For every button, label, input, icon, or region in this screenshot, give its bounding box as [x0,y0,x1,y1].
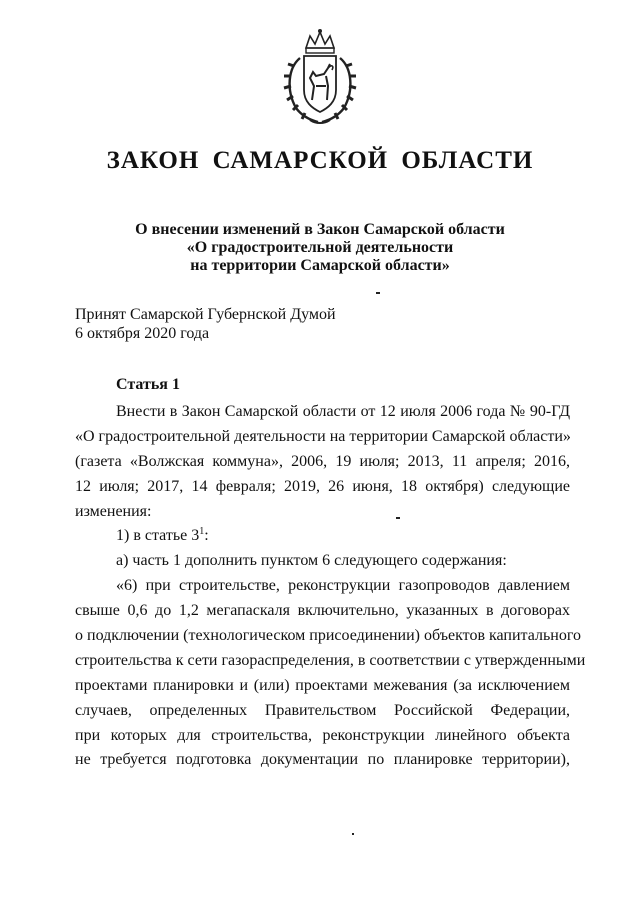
body-line: «6) при строительстве, реконструкции газопроводов давлением [116,577,570,595]
body-line: случаев, определенных Правительством Российской Федерации, [75,701,570,719]
body-line: 12 июля; 2017, 14 февраля; 2019, 26 июня, 18 октября) следующие [75,477,570,495]
article-body [75,400,586,773]
body-line: при которых для строительства, реконструкции линейного объекта [75,726,570,744]
body-line: «О градостроительной деятельности на территории Самарской области» [75,427,571,445]
subtitle-line: «О градостроительной деятельности [186,239,454,256]
adoption-info [75,305,336,343]
body-line: изменения: [75,502,152,520]
body-line: строительства к сети газораспределения, в соответствии с утвержденными [75,651,586,669]
body-line-with-superscript [75,524,570,549]
subtitle-line: на территории Самарской области» [190,257,450,274]
law-title: ЗАКОН САМАРСКОЙ ОБЛАСТИ [106,147,534,174]
body-line: о подключении (технологическом присоединении) объектов капитального [75,627,581,645]
law-subtitle [60,221,580,275]
body-line-text: 1) в статье 3 [116,527,200,545]
body-line: проектами планировки и (или) проектами межевания (за исключением [75,676,570,694]
body-line: Внести в Закон Самарской области от 12 июля 2006 года № 90-ГД [116,403,570,420]
scan-speck [376,292,380,294]
body-line: свыше 0,6 до 1,2 мегапаскаля включительно, указанных в договорах [75,602,570,620]
body-line: не требуется подготовка документации по планировке территории), [75,751,570,769]
body-line: а) часть 1 дополнить пунктом 6 следующего содержания: [116,552,507,570]
body-line-colon: : [204,527,209,545]
adoption-body: Принят Самарской Губернской Думой [75,306,336,323]
article-heading: Статья 1 [116,376,180,393]
scan-speck [352,833,354,835]
superscript: 1 [199,526,205,538]
body-line: (газета «Волжская коммуна», 2006, 19 июля; 2013, 11 апреля; 2016, [75,452,570,470]
scan-speck [396,517,400,519]
coat-of-arms-emblem [280,28,360,126]
adoption-date: 6 октября 2020 года [75,325,210,342]
subtitle-line: О внесении изменений в Закон Самарской области [135,221,505,238]
